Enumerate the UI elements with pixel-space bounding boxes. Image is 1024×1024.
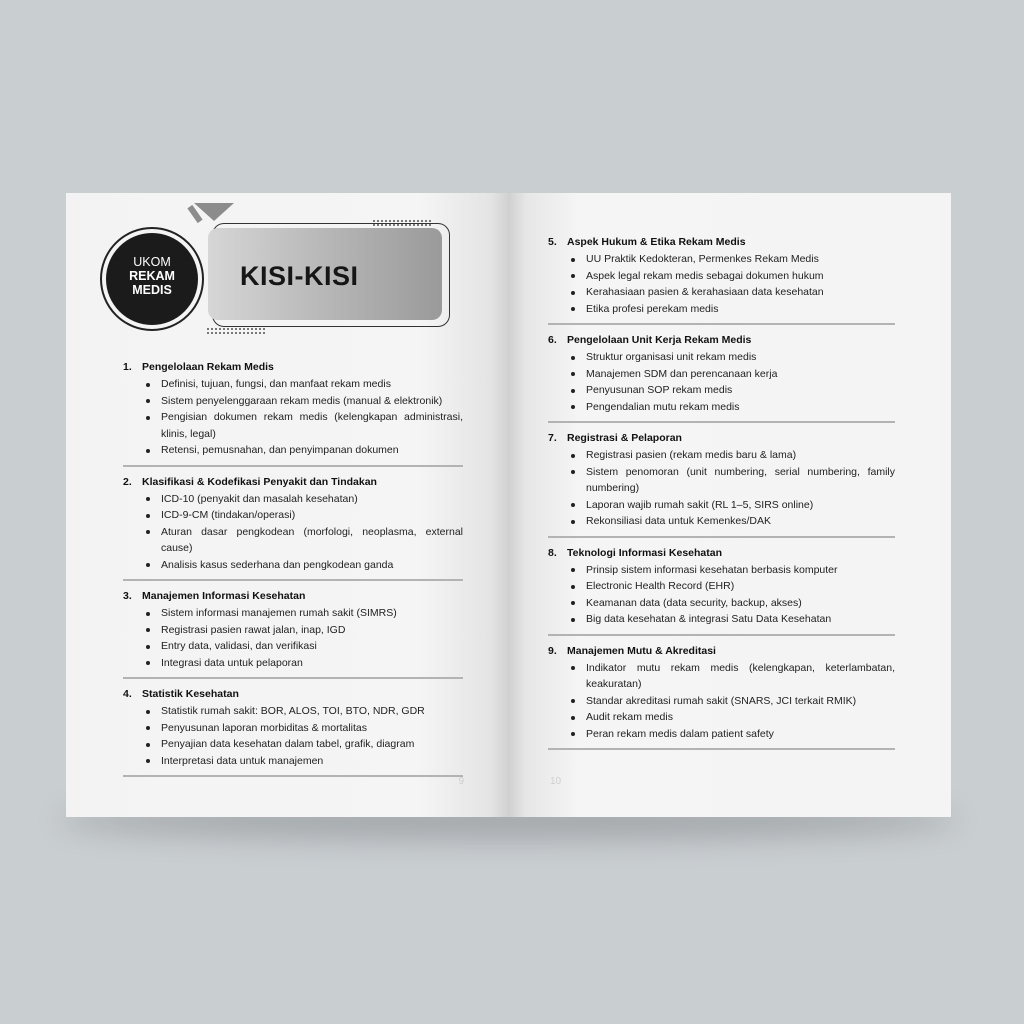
right-section-list xyxy=(548,235,895,758)
bullet-item: Etika profesi perekam medis xyxy=(567,301,895,318)
bullet-item: Peran rekam medis dalam patient safety xyxy=(567,726,895,743)
bullet-item: Audit rekam medis xyxy=(567,709,895,726)
bullet-list xyxy=(548,660,895,743)
page-number: 9 xyxy=(458,776,464,787)
section-title: Manajemen Mutu & Akreditasi xyxy=(567,644,716,657)
section-number: 8. xyxy=(548,546,557,559)
badge-line-2: REKAM xyxy=(129,269,175,283)
bullet-item: ICD-9-CM (tindakan/operasi) xyxy=(142,507,463,524)
left-section-list xyxy=(123,360,463,785)
bullet-list xyxy=(123,703,463,769)
bullet-item: Integrasi data untuk pelaporan xyxy=(142,655,463,672)
section xyxy=(548,644,895,751)
bullet-item: Struktur organisasi unit rekam medis xyxy=(567,349,895,366)
bullet-list xyxy=(123,491,463,574)
section-number: 4. xyxy=(123,688,132,700)
section-title: Pengelolaan Unit Kerja Rekam Medis xyxy=(567,334,752,346)
section xyxy=(123,687,463,777)
badge-line-3: MEDIS xyxy=(132,283,172,297)
bullet-item: Pengisian dokumen rekam medis (kelengkapan administrasi, klinis, legal) xyxy=(142,409,463,442)
section xyxy=(123,589,463,679)
bullet-item: Kerahasiaan pasien & kerahasiaan data kesehatan xyxy=(567,284,895,301)
section-number: 6. xyxy=(548,334,557,346)
bullet-item: Prinsip sistem informasi kesehatan berbasis komputer xyxy=(567,562,895,579)
section-title: Registrasi & Pelaporan xyxy=(567,432,682,444)
bullet-item: Registrasi pasien (rekam medis baru & lama) xyxy=(567,447,895,464)
left-page xyxy=(66,193,508,817)
section-title: Teknologi Informasi Kesehatan xyxy=(567,546,723,559)
bullet-item: Penyusunan laporan morbiditas & mortalitas xyxy=(142,720,463,737)
bullet-list xyxy=(548,562,895,628)
section-heading xyxy=(123,589,463,604)
section xyxy=(123,360,463,467)
section xyxy=(548,235,895,325)
bullet-item: Big data kesehatan & integrasi Satu Data Kesehatan xyxy=(567,611,895,628)
bullet-item: ICD-10 (penyakit dan masalah kesehatan) xyxy=(142,491,463,508)
section-number: 3. xyxy=(123,590,132,602)
bullet-item: Penyusunan SOP rekam medis xyxy=(567,382,895,399)
section xyxy=(548,431,895,538)
section-number: 5. xyxy=(548,236,557,248)
bullet-item: Standar akreditasi rumah sakit (SNARS, JCI terkait RMIK) xyxy=(567,693,895,710)
bullet-item: Retensi, pemusnahan, dan penyimpanan dokumen xyxy=(142,442,463,459)
bullet-item: Sistem penyelenggaraan rekam medis (manual & elektronik) xyxy=(142,393,463,410)
bullet-list xyxy=(123,605,463,671)
section-title: Klasifikasi & Kodefikasi Penyakit dan Tindakan xyxy=(142,475,377,488)
dot-grid-decoration xyxy=(206,327,266,335)
section-heading xyxy=(548,431,895,446)
page-title: KISI-KISI xyxy=(240,261,359,291)
section-title: Manajemen Informasi Kesehatan xyxy=(142,590,306,602)
bullet-list xyxy=(548,349,895,415)
section-heading xyxy=(548,333,895,348)
bullet-item: Electronic Health Record (EHR) xyxy=(567,578,895,595)
section-heading xyxy=(123,475,463,490)
section-title: Pengelolaan Rekam Medis xyxy=(142,361,274,373)
bullet-list xyxy=(548,447,895,530)
wedge-decoration xyxy=(194,203,234,221)
section xyxy=(123,475,463,582)
bullet-item: Pengendalian mutu rekam medis xyxy=(567,399,895,416)
bullet-item: Entry data, validasi, dan verifikasi xyxy=(142,638,463,655)
badge-line-1: UKOM xyxy=(133,255,171,269)
badge-text xyxy=(106,255,198,297)
bullet-item: Laporan wajib rumah sakit (RL 1–5, SIRS online) xyxy=(567,497,895,514)
right-page xyxy=(508,193,951,817)
bullet-item: Analisis kasus sederhana dan pengkodean ganda xyxy=(142,557,463,574)
bullet-item: Keamanan data (data security, backup, akses) xyxy=(567,595,895,612)
bullet-item: Rekonsiliasi data untuk Kemenkes/DAK xyxy=(567,513,895,530)
header-banner xyxy=(100,203,450,343)
section xyxy=(548,333,895,423)
bullet-item: Indikator mutu rekam medis (kelengkapan, keterlambatan, keakuratan) xyxy=(567,660,895,693)
page-number: 10 xyxy=(550,776,562,787)
bullet-item: UU Praktik Kedokteran, Permenkes Rekam Medis xyxy=(567,251,895,268)
section-heading xyxy=(123,360,463,375)
section-number: 9. xyxy=(548,644,557,657)
bullet-item: Aspek legal rekam medis sebagai dokumen hukum xyxy=(567,268,895,285)
section-heading xyxy=(548,546,895,561)
bullet-item: Sistem informasi manajemen rumah sakit (SIMRS) xyxy=(142,605,463,622)
bullet-list xyxy=(548,251,895,317)
bullet-item: Manajemen SDM dan perencanaan kerja xyxy=(567,366,895,383)
section-number: 1. xyxy=(123,361,132,373)
section-title: Statistik Kesehatan xyxy=(142,688,239,700)
bullet-item: Interpretasi data untuk manajemen xyxy=(142,753,463,770)
section-heading xyxy=(548,644,895,659)
bullet-item: Penyajian data kesehatan dalam tabel, grafik, diagram xyxy=(142,736,463,753)
bullet-item: Sistem penomoran (unit numbering, serial numbering, family numbering) xyxy=(567,464,895,497)
section-title: Aspek Hukum & Etika Rekam Medis xyxy=(567,236,746,248)
section xyxy=(548,546,895,636)
section-heading xyxy=(123,687,463,702)
bullet-item: Statistik rumah sakit: BOR, ALOS, TOI, BTO, NDR, GDR xyxy=(142,703,463,720)
bullet-item: Aturan dasar pengkodean (morfologi, neoplasma, external cause) xyxy=(142,524,463,557)
bullet-item: Definisi, tujuan, fungsi, dan manfaat rekam medis xyxy=(142,376,463,393)
section-heading xyxy=(548,235,895,250)
bullet-list xyxy=(123,376,463,459)
section-number: 7. xyxy=(548,432,557,444)
section-number: 2. xyxy=(123,475,132,488)
bullet-item: Registrasi pasien rawat jalan, inap, IGD xyxy=(142,622,463,639)
